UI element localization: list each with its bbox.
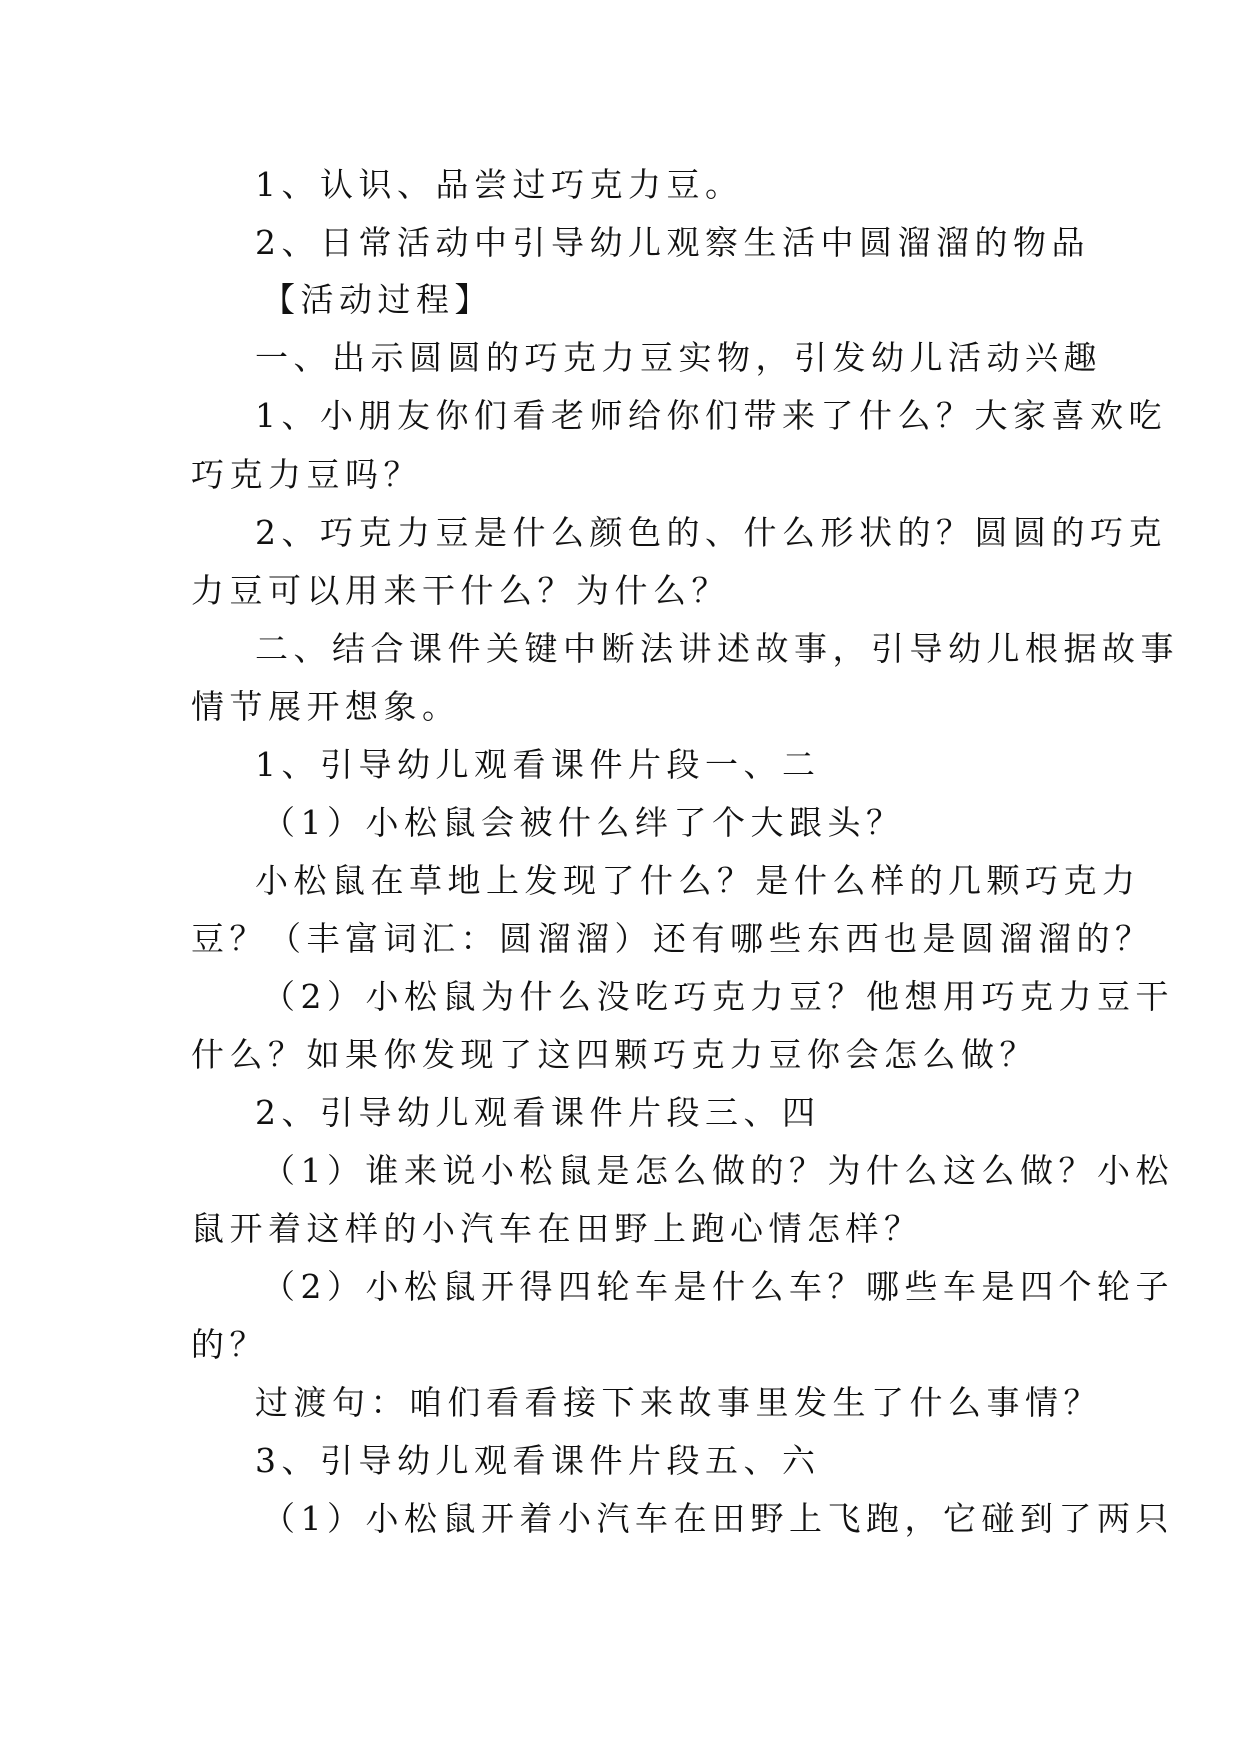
text-line: 1、引导幼儿观看课件片段一、二 — [255, 745, 821, 784]
text-line: 一、出示圆圆的巧克力豆实物，引发幼儿活动兴趣 — [255, 338, 1102, 377]
text-line: 什么？如果你发现了这四颗巧克力豆你会怎么做？ — [191, 1035, 1038, 1074]
text-line: 情节展开想象。 — [191, 687, 461, 726]
text-line: 力豆可以用来干什么？为什么？ — [191, 571, 730, 610]
text-line: （2）小松鼠开得四轮车是什么车？哪些车是四个轮子 — [262, 1267, 1174, 1306]
text-line: 1、小朋友你们看老师给你们带来了什么？大家喜欢吃 — [255, 396, 1167, 435]
text-line: （1）小松鼠会被什么绊了个大跟头？ — [262, 803, 905, 842]
text-line: 巧克力豆吗？ — [191, 455, 422, 494]
text-line: 2、巧克力豆是什么颜色的、什么形状的？圆圆的巧克 — [255, 513, 1167, 552]
text-line: 1、认识、品尝过巧克力豆。 — [255, 165, 744, 204]
text-line: （2）小松鼠为什么没吃巧克力豆？他想用巧克力豆干 — [262, 977, 1174, 1016]
text-line: 二、结合课件关键中断法讲述故事，引导幼儿根据故事 — [255, 629, 1179, 668]
text-line: 过渡句：咱们看看接下来故事里发生了什么事情？ — [255, 1383, 1102, 1422]
section-heading: 【活动过程】 — [262, 280, 493, 319]
text-line: 2、日常活动中引导幼儿观察生活中圆溜溜的物品 — [255, 223, 1090, 262]
text-line: 豆？（丰富词汇：圆溜溜）还有哪些东西也是圆溜溜的？ — [191, 919, 1154, 958]
text-line: 鼠开着这样的小汽车在田野上跑心情怎样？ — [191, 1209, 923, 1248]
text-line: 小松鼠在草地上发现了什么？是什么样的几颗巧克力 — [255, 861, 1141, 900]
text-line: （1）小松鼠开着小汽车在田野上飞跑，它碰到了两只 — [262, 1499, 1174, 1538]
text-line: 的？ — [191, 1325, 268, 1364]
text-line: 2、引导幼儿观看课件片段三、四 — [255, 1093, 821, 1132]
text-line: （1）谁来说小松鼠是怎么做的？为什么这么做？小松 — [262, 1151, 1174, 1190]
text-line: 3、引导幼儿观看课件片段五、六 — [255, 1441, 821, 1480]
